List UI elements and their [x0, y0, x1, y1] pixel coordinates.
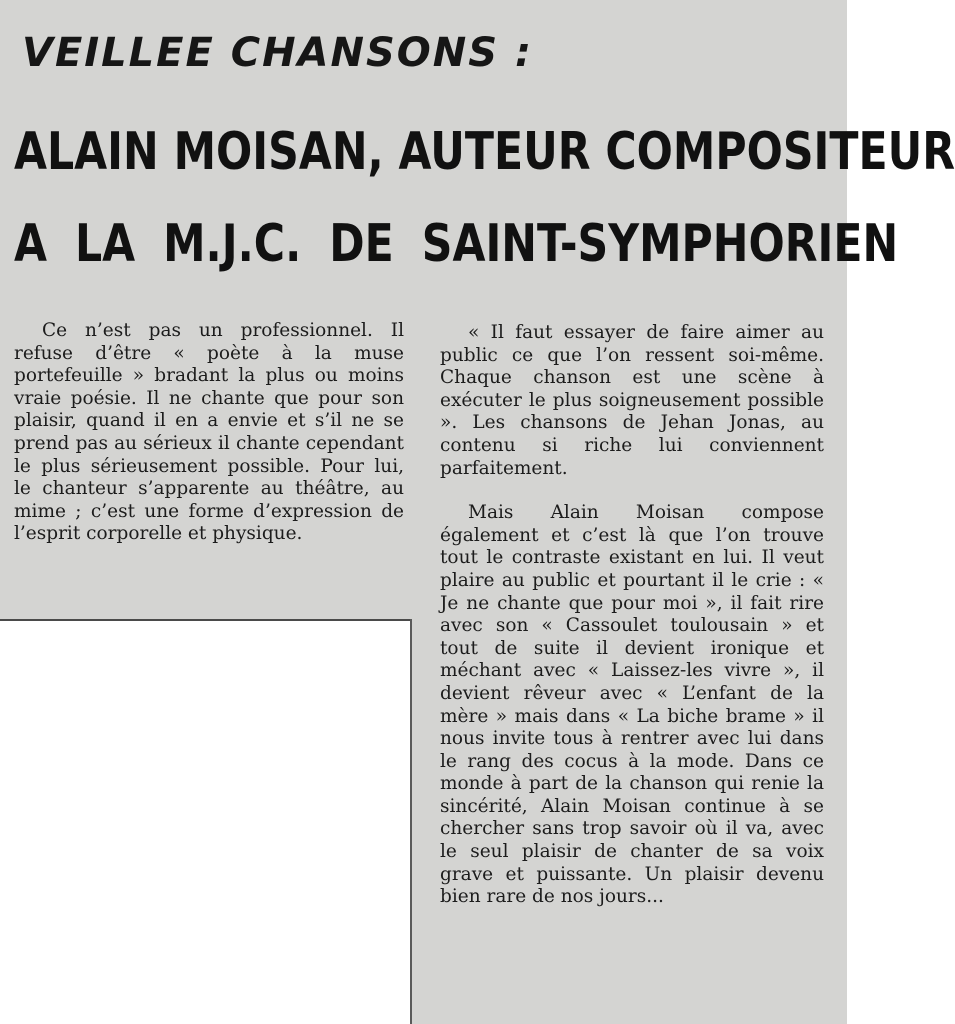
clipping-cut-line [0, 619, 412, 621]
headline-line-2: A LA M.J.C. DE SAINT-SYMPHORIEN [14, 214, 899, 274]
blank-area [0, 621, 410, 1024]
article-column-right [440, 322, 824, 909]
paragraph-right-2: Mais Alain Moisan compose également et c’est là que l’on trouve tout le contraste existant en lui. Il veut plaire au public et pourtant il le crie : « Je ne chante que pour moi », il fait rire avec son « Cassoulet toulousain » et tout de suite il devient ironique et méchant avec « Laissez-les vivre », il devient rêveur avec « L’enfant de la mère » mais dans « La biche brame » il nous invite tous à rentrer avec lui dans le rang des cocus à la mode. Dans ce monde à part de la chanson qui renie la sincérité, Alain Moisan continue à se chercher sans trop savoir où il va, avec le seul plaisir de chanter de sa voix grave et puissante. Un plaisir devenu bien rare de nos jours... [440, 502, 824, 908]
paragraph-right-1: « Il faut essayer de faire aimer au public ce que l’on ressent soi-même. Chaque chanson est une scène à exécuter le plus soigneusement possible ». Les chansons de Jehan Jonas, au contenu si riche lui conviennent parfaitement. [440, 322, 824, 479]
paragraph-left-1: Ce n’est pas un professionnel. Il refuse d’être « poète à la muse portefeuille » bradant la plus ou moins vraie poésie. Il ne chante que pour son plaisir, quand il en a envie et s’il ne se prend pas au sérieux il chante cependant le plus sérieusement possible. Pour lui, le chanteur s’apparente au théâtre, au mime ; c’est une forme d’expression de l’esprit corporelle et physique. [14, 320, 404, 545]
article-column-left [14, 320, 404, 546]
clipping-cut-edge [410, 619, 412, 1024]
headline-line-1: ALAIN MOISAN, AUTEUR COMPOSITEUR [14, 122, 955, 182]
article-kicker: VEILLEE CHANSONS : [22, 30, 533, 76]
